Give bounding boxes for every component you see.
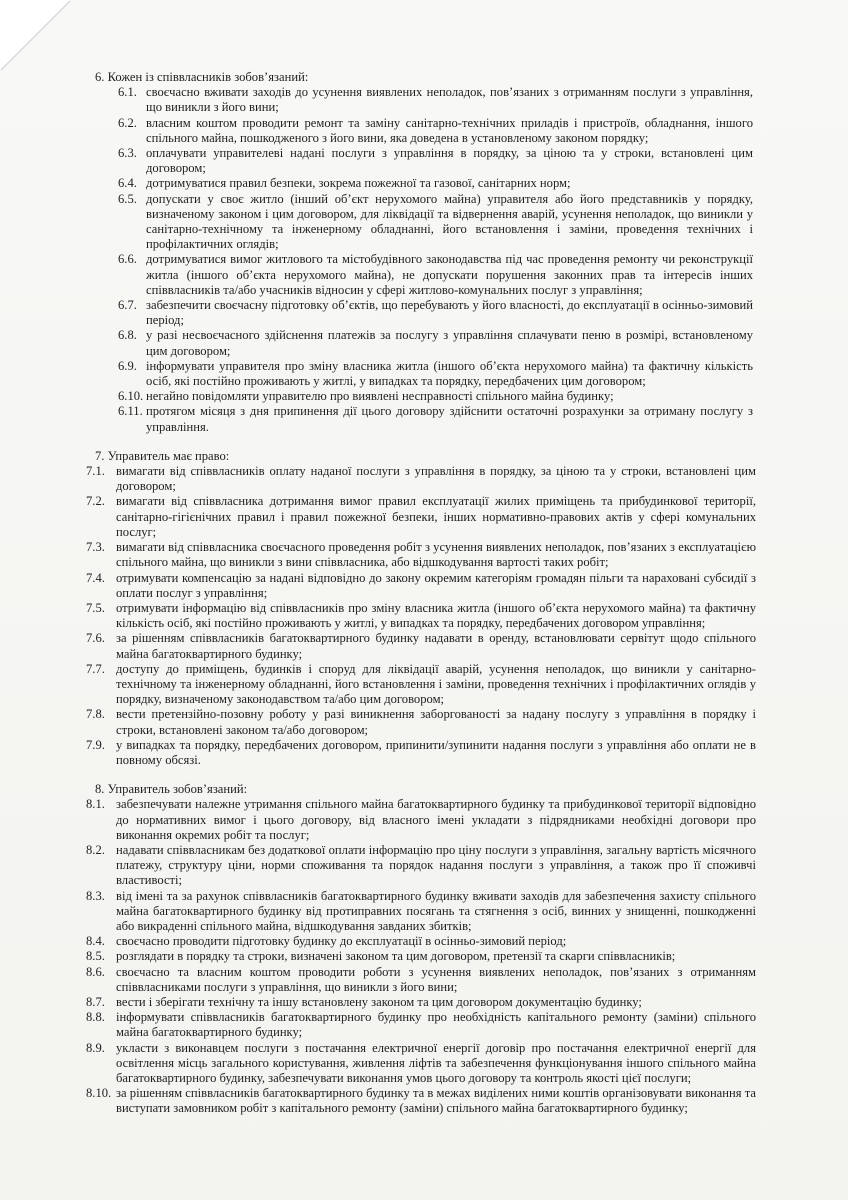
clause-text: отримувати інформацію від співвласників про зміну власника житла (іншого об’єкта нерухомого майна) та фактичну кількість осіб, які постійно проживають у житлі, у випадках та порядку, передбачених договором управління; <box>116 600 756 631</box>
clause-item <box>0 662 848 708</box>
section-8-items <box>0 797 848 1116</box>
section-6 <box>0 70 848 435</box>
clause-text: у випадках та порядку, передбачених договором, припинити/зупинити надання послуги з управління або оплати не в повному обсязі. <box>116 737 756 767</box>
clause-number: 6.2. <box>118 115 137 130</box>
clause-text: вимагати від співвласника дотримання вимог правил експлуатації жилих приміщень та прибудинкової території, санітарно-гігієнічних правил і правил пожежної безпеки, інших нормативно-правових актів у сфері комунальних послуг; <box>116 494 756 539</box>
clause-number: 8.1. <box>86 797 105 812</box>
clause-number: 6.6. <box>118 252 137 267</box>
clause-item <box>0 389 848 404</box>
clause-number: 7.5. <box>86 600 105 615</box>
clause-item <box>0 797 848 843</box>
clause-number: 6.1. <box>118 85 137 100</box>
clause-text: доступу до приміщень, будинків і споруд для ліквідації аварій, усунення неполадок, що виникли у санітарно-технічному та інженерному обладнанні, його встановлення і заміни, проведення технічних і профілактичних оглядів у порядку, визначеному законодавством та/або цим договором; <box>116 661 756 707</box>
clause-number: 7.2. <box>86 494 105 509</box>
clause-item <box>0 116 848 146</box>
clause-text: допускати у своє житло (інший об’єкт нерухомого майна) управителя або його представників у порядку, визначеному законом і цим договором, для ліквідації та відвернення аварій, усунення неполадок, що виникли у санітарно-технічному та інженерному обладнанні, його встановлення і заміни, проведення технічних і профілактичних оглядів; <box>146 191 753 252</box>
clause-number: 8.10. <box>86 1086 112 1101</box>
clause-number: 6.10. <box>118 389 144 404</box>
clause-number: 6.5. <box>118 191 137 206</box>
document-body <box>0 70 848 1117</box>
clause-number: 6.4. <box>118 176 137 191</box>
clause-item <box>0 464 848 494</box>
clause-item <box>0 571 848 601</box>
clause-item <box>0 252 848 298</box>
clause-text: забезпечувати належне утримання спільного майна багатоквартирного будинку та прибудинкової території відповідно до нормативних вимог і цього договору, від власного імені укладати з підрядниками необхідні договори про виконання окремих робіт та послуг; <box>116 797 756 842</box>
clause-text: інформувати управителя про зміну власника житла (іншого об’єкта нерухомого майна) та фактичну кількість осіб, які постійно проживають у житлі, у випадках та порядку, передбачених цим договором; <box>146 358 753 389</box>
section-7-items <box>0 464 848 768</box>
clause-number: 8.8. <box>86 1010 105 1025</box>
clause-number: 7.8. <box>86 707 105 722</box>
clause-number: 8.3. <box>86 888 105 903</box>
clause-number: 7.4. <box>86 570 105 585</box>
clause-item <box>0 601 848 631</box>
clause-number: 7.9. <box>86 737 105 752</box>
section-8-title: 8. Управитель зобов’язаний: <box>95 782 248 797</box>
clause-item <box>0 707 848 737</box>
clause-text: протягом місяця з дня припинення дії цього договору здійснити остаточні розрахунки за отриману послугу з управління. <box>146 404 753 434</box>
clause-text: від імені та за рахунок співвласників багатоквартирного будинку вживати заходів для забезпечення захисту спільного майна багатоквартирного будинку від протиправних посягань та стягнення з осіб, винних у знищенні, пошкодженні або викраденні спільного майна, відшкодування завданих збитків; <box>116 888 756 933</box>
clause-item <box>0 995 848 1010</box>
clause-number: 7.1. <box>86 464 105 479</box>
folded-corner <box>0 0 70 70</box>
clause-item <box>0 359 848 389</box>
clause-text: забезпечити своєчасну підготовку об’єктів, що перебувають у його власності, до експлуатації в осінньо-зимовий період; <box>146 298 753 328</box>
clause-number: 6.3. <box>118 146 137 161</box>
section-7 <box>0 449 848 768</box>
clause-text: вести і зберігати технічну та іншу встановлену законом та цим договором документацію будинку; <box>116 994 642 1009</box>
clause-text: розглядати в порядку та строки, визначені законом та цим договором, претензії та скарги співвласників; <box>116 949 676 964</box>
clause-item <box>0 1010 848 1040</box>
section-6-title: 6. Кожен із співвласників зобов’язаний: <box>95 70 309 84</box>
clause-number: 8.7. <box>86 994 105 1009</box>
clause-item <box>0 934 848 949</box>
clause-item <box>0 540 848 570</box>
clause-number: 8.2. <box>86 842 105 857</box>
clause-item <box>0 631 848 661</box>
clause-text: своєчасно вживати заходів до усунення виявлених неполадок, пов’язаних з отриманням послуги з управління, що виникли з його вини; <box>146 85 753 115</box>
clause-text: укласти з виконавцем послуги з постачання електричної енергії договір про постачання електричної енергії для освітлення місць загального користування, живлення ліфтів та забезпечення функціонування іншого спільного майна багатоквартирного будинку, забезпечувати виконання умов цього договору та контроль якості цієї послуги; <box>116 1040 756 1085</box>
clause-text: інформувати співвласників багатоквартирного будинку про необхідність капітального ремонту (заміни) спільного майна багатоквартирного будинку; <box>116 1010 756 1040</box>
clause-item <box>0 949 848 964</box>
section-6-items <box>0 85 848 435</box>
clause-number: 7.6. <box>86 631 105 646</box>
clause-text: вимагати від співвласника своєчасного проведення робіт з усунення виявлених неполадок, пов’язаних з експлуатацією спільного майна, що виникли з вини співвласника, або відшкодування вартості таких робіт; <box>116 540 756 570</box>
clause-number: 7.3. <box>86 540 105 555</box>
clause-number: 7.7. <box>86 661 105 676</box>
clause-text: своєчасно проводити підготовку будинку до експлуатації в осінньо-зимовий період; <box>116 934 567 949</box>
clause-number: 6.8. <box>118 328 137 343</box>
clause-text: вести претензійно-позовну роботу у разі виникнення заборгованості за надану послугу з управління в порядку і строки, встановлені законом та/або договором; <box>116 707 756 737</box>
clause-text: своєчасно та власним коштом проводити роботи з усунення виявлених неполадок, пов’язаних з отриманням співвласниками послуги з управління, що виникли з його вини; <box>116 964 756 994</box>
clause-item <box>0 1086 848 1116</box>
clause-number: 8.9. <box>86 1040 105 1055</box>
clause-item <box>0 738 848 768</box>
clause-item <box>0 146 848 176</box>
clause-item <box>0 328 848 358</box>
clause-number: 6.7. <box>118 298 137 313</box>
clause-item <box>0 298 848 328</box>
clause-text: дотримуватися правил безпеки, зокрема пожежної та газової, санітарних норм; <box>146 176 571 191</box>
clause-text: оплачувати управителеві надані послуги з управління в порядку, за ціною та у строки, встановлені цим договором; <box>146 146 753 176</box>
section-7-title: 7. Управитель має право: <box>95 448 230 463</box>
clause-number: 8.5. <box>86 949 105 964</box>
clause-item <box>0 192 848 253</box>
clause-number: 8.4. <box>86 934 105 949</box>
clause-item <box>0 843 848 889</box>
clause-item <box>0 176 848 191</box>
clause-text: у разі несвоєчасного здійснення платежів за послугу з управління сплачувати пеню в розмірі, встановленому цим договором; <box>146 328 753 358</box>
clause-item <box>0 494 848 540</box>
clause-item <box>0 404 848 434</box>
clause-text: надавати співвласникам без додаткової оплати інформацію про ціну послуги з управління, загальну вартість місячного платежу, структуру ціни, норми споживання та порядок надання послуги з управління, а також про її споживчі властивості; <box>116 842 756 888</box>
clause-number: 6.9. <box>118 358 137 373</box>
clause-number: 6.11. <box>118 404 143 419</box>
clause-text: за рішенням співвласників багатоквартирного будинку надавати в оренду, встановлювати сервітут щодо спільного майна багатоквартирного будинку; <box>116 631 756 661</box>
clause-text: отримувати компенсацію за надані відповідно до закону окремим категоріям громадян пільги та нараховані субсидії з оплати послуг з управління; <box>116 570 756 600</box>
clause-item <box>0 889 848 935</box>
clause-text: негайно повідомляти управителю про виявлені несправності спільного майна будинку; <box>146 389 614 404</box>
clause-number: 8.6. <box>86 964 105 979</box>
clause-text: вимагати від співвласників оплату наданої послуги з управління в порядку, за ціною та у строки, встановлені цим договором; <box>116 464 756 494</box>
clause-text: власним коштом проводити ремонт та заміну санітарно-технічних приладів і пристроїв, обладнання, іншого спільного майна, пошкодженого з його вини, яка доведена в установленому законом порядку; <box>146 115 753 145</box>
clause-item <box>0 965 848 995</box>
clause-item <box>0 85 848 115</box>
section-8 <box>0 782 848 1116</box>
clause-item <box>0 1041 848 1087</box>
clause-text: дотримуватися вимог житлового та містобудівного законодавства під час проведення ремонту чи реконструкції житла (іншого об’єкта нерухомого майна), не допускати порушення законних прав та інтересів інших співвласників та/або учасників відносин у сфері житлово-комунальних послуг з управління; <box>146 252 753 297</box>
clause-text: за рішенням співвласників багатоквартирного будинку та в межах виділених ними коштів організовувати виконання та виступати замовником робіт з капітального ремонту (заміни) спільного майна багатоквартирного будинку; <box>116 1086 756 1116</box>
